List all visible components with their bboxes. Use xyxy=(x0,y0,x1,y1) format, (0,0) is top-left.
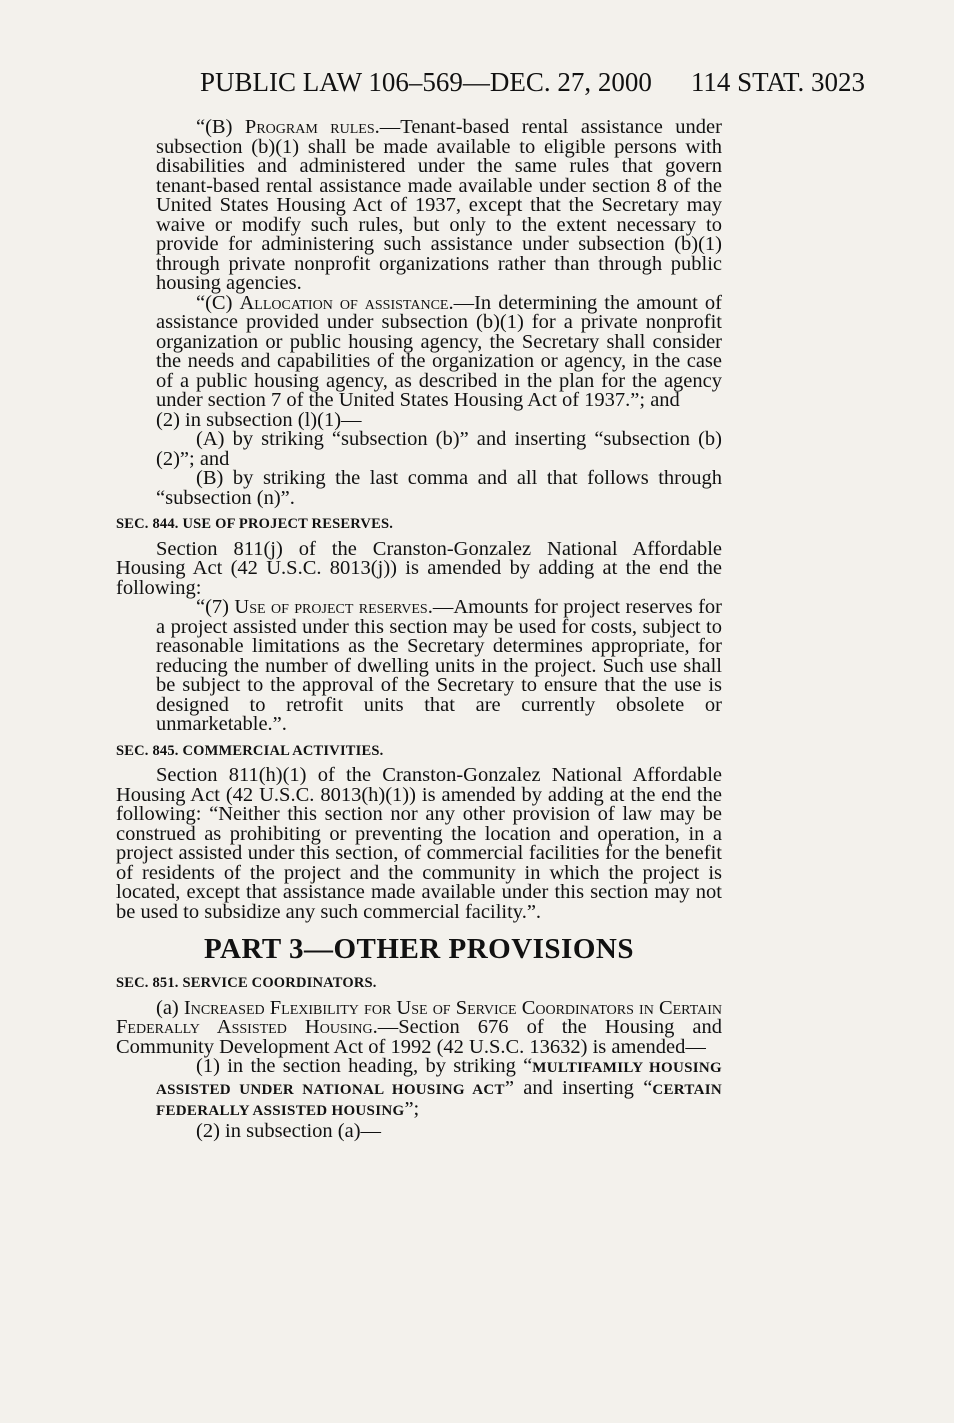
header-citation: PUBLIC LAW 106–569—DEC. 27, 2000 xyxy=(200,67,652,97)
document-body xyxy=(116,118,722,1141)
heading-allocation: Allocation of assistance. xyxy=(239,291,454,314)
section-heading-851: SEC. 851. SERVICE COORDINATORS. xyxy=(116,975,377,991)
section-851-subsection-a: (a) Increased Flexibility for Use of Service Coordinators in Certain Federally Assisted Housing.—Section 676 of the Housing and Community Development Act of 1992 (42 U.S.C. 13632) is amended— xyxy=(116,996,722,1058)
section-844-quote: “(7) Use of project reserves.—Amounts for project reserves for a project assisted under this section may be used for costs, subject to reasonable limitations as the Secretary determines appropriate, for reducing the number of dwelling units in the project. Such use shall be subject to the approval of the Secretary to ensure that the use is designed to retrofit units that are currently obsolete or unmarketable.”. xyxy=(156,596,722,735)
paragraph-program-rules: “(B) Program rules.—Tenant-based rental assistance under subsection (b)(1) shall be made available to eligible persons with disabilities and administered under the same rules that govern tenant-based rental assistance made available under section 8 of the United States Housing Act of 1937, except that the Secretary may waive or modify such rules, but only to the extent necessary to provide for administering such assistance under subsection (b)(1) through private nonprofit organizations rather than through public housing agencies. xyxy=(156,116,722,294)
heading-program-rules: Program rules. xyxy=(244,116,380,138)
section-851-item-2: (2) in subsection (a)— xyxy=(196,1119,382,1142)
section-851-item-1: (1) in the section heading, by striking “MULTIFAMILY HOUSING ASSISTED UNDER NATIONAL HOUSING ACT” and inserting “CERTAIN FEDERALLY ASSISTED HOUSING”; xyxy=(156,1055,723,1120)
clause-2-b: (B) by striking the last comma and all that follows through “subsection (n)”. xyxy=(156,467,722,509)
header-statute-page: 114 STAT. 3023 xyxy=(690,67,865,97)
part-title: PART 3—OTHER PROVISIONS xyxy=(204,933,634,965)
paragraph-allocation: “(C) Allocation of assistance.—In determining the amount of assistance provided under subsection (b)(1) for a private nonprofit organization or public housing agency, the Secretary shall consider the needs and capabilities of the organization or agency, in the case of a public housing agency, as described in the plan for the agency under section 7 of the United States Housing Act of 1937.”; and xyxy=(156,291,722,411)
running-header xyxy=(200,62,865,102)
section-844-text: Section 811(j) of the Cranston-Gonzalez National Affordable Housing Act (42 U.S.C. 8013(j)) is amended by adding at the end the following: xyxy=(116,537,722,599)
clause-2: (2) in subsection (l)(1)— xyxy=(156,408,362,431)
clause-2-a: (A) by striking “subsection (b)” and inserting “subsection (b)(2)”; and xyxy=(156,428,722,470)
section-heading-844: SEC. 844. USE OF PROJECT RESERVES. xyxy=(116,516,394,532)
section-heading-845: SEC. 845. COMMERCIAL ACTIVITIES. xyxy=(116,742,384,759)
section-845-text: Section 811(h)(1) of the Cranston-Gonzalez National Affordable Housing Act (42 U.S.C. 8013(h)(1)) is amended by adding at the end the following: “Neither this section nor any other provision of law may be construed as prohibiting or preventing the location and operation, in a project assisted under this section, of commercial facilities for the benefit of residents of the project and the community in which the project is located, except that assistance made available under this section may not be used to subsidize any such commercial facility.”. xyxy=(116,764,722,923)
